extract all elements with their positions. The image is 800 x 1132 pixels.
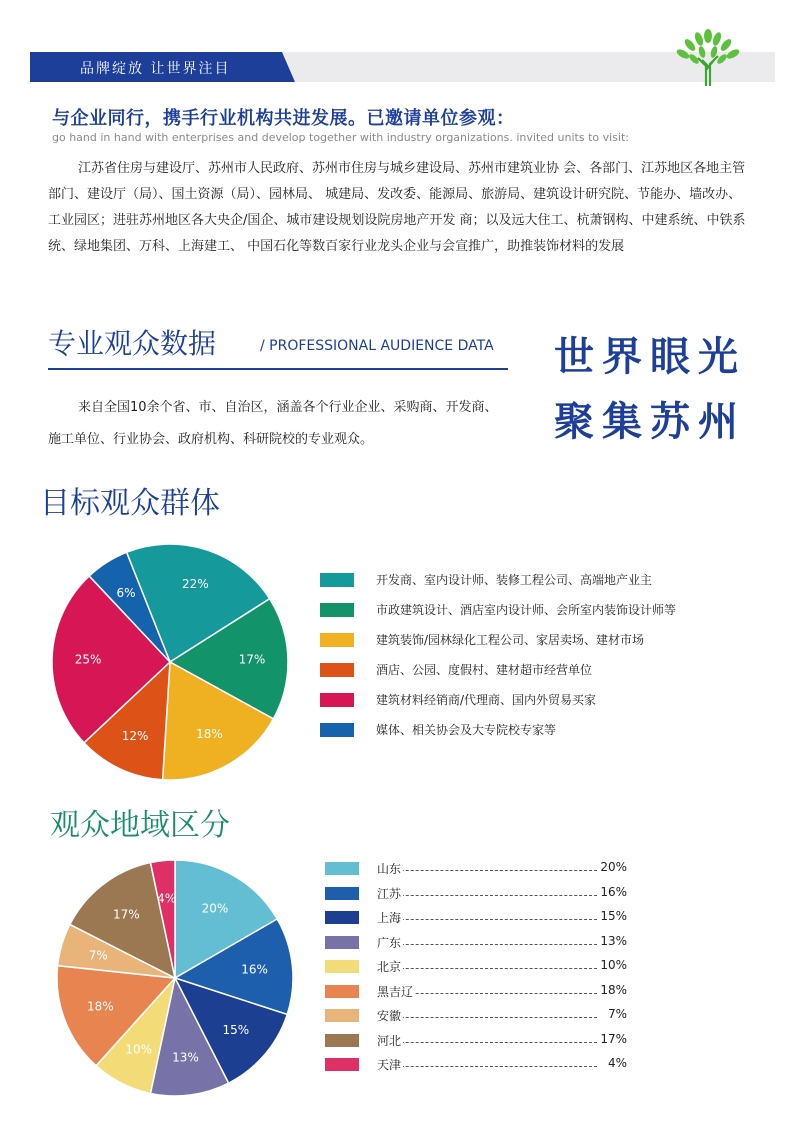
tree-logo-icon	[672, 28, 744, 86]
legend-leader-line	[381, 968, 597, 969]
legend-leader-line	[381, 1017, 597, 1018]
legend-leader-line	[381, 944, 597, 945]
legend-value: 17%	[600, 1031, 627, 1046]
legend-swatch	[320, 693, 354, 707]
legend-label: 天津	[377, 1058, 402, 1072]
intro-title: 与企业同行，携手行业机构共进发展。已邀请单位参观：	[52, 108, 515, 129]
legend-label: 江苏	[377, 886, 402, 901]
pie-data-label: 18%	[196, 726, 223, 741]
pie-data-label: 18%	[86, 999, 114, 1014]
legend-leader-line	[381, 919, 597, 920]
legend-leader-line	[381, 895, 597, 896]
legend-value: 20%	[600, 860, 627, 874]
legend-item	[325, 983, 627, 1003]
legend-swatch	[325, 1058, 359, 1071]
pie-data-label: 16%	[241, 962, 268, 977]
legend-swatch	[325, 985, 359, 998]
pie-data-label: 17%	[112, 907, 140, 922]
audience-title: 专业观众数据	[48, 327, 217, 360]
legend-item	[325, 1032, 627, 1052]
legend-value: 16%	[600, 884, 627, 899]
legend-label: 建筑装饰/园林绿化工程公司、家居卖场、建材市场	[376, 633, 645, 647]
legend-item	[325, 958, 627, 978]
pie-data-label: 6%	[116, 585, 136, 600]
intro-body: 江苏省住房与建设厅、苏州市人民政府、苏州市住房与城乡建设局、苏州市建筑业协 会、各部门、江苏地区各地主管部门、建设厅（局）、国土资源（局）、园林局、 城建局、发改委、能源局、旅游局、建筑设计研究院、节能办、墙改办、工业园区；进驻苏州地区各大央企/国企、城市建设规划设院房地产开发 商；以及远大住工、杭萧钢构、中建系统、中铁系统、绿地集团、万科、上海建工、 中国石化等数百家行业龙头企业与会宣推广，助推装饰材料的发展	[48, 161, 746, 254]
legend-item	[325, 1007, 627, 1027]
legend-value: 18%	[600, 982, 627, 997]
region-title: 观众地域区分	[50, 808, 230, 843]
legend-label: 开发商、室内设计师、装修工程公司、高端地产业主	[376, 573, 653, 587]
legend-swatch	[320, 603, 354, 617]
pie-data-label: 15%	[222, 1022, 250, 1037]
legend-label: 北京	[377, 960, 402, 974]
legend-swatch	[325, 911, 359, 924]
pie-data-label: 10%	[125, 1042, 153, 1057]
legend-leader-line	[381, 1066, 597, 1067]
legend-swatch	[325, 887, 359, 900]
pie-data-label: 25%	[74, 652, 102, 667]
audience-underline	[48, 368, 508, 370]
legend-label: 市政建筑设计、酒店室内设计师、会所室内装饰设计师等	[376, 603, 677, 617]
banner-slogan: 品牌绽放 让世界注目	[80, 61, 231, 77]
legend-item	[325, 909, 627, 929]
audience-subtitle: / PROFESSIONAL AUDIENCE DATA	[260, 338, 494, 354]
pie-data-label: 13%	[172, 1050, 199, 1065]
legend-swatch	[325, 862, 359, 875]
pie-data-label: 4%	[157, 891, 177, 906]
target-audience-pie-chart	[40, 532, 300, 792]
legend-label: 媒体、相关协会及大专院校专家等	[376, 723, 557, 737]
legend-swatch	[325, 960, 359, 973]
intro-subtitle-en: go hand in hand with enterprises and develop together with industry organizations. invited units to visit:	[52, 131, 629, 144]
legend-swatch	[320, 573, 354, 587]
legend-swatch	[320, 633, 354, 647]
legend-item	[325, 885, 627, 905]
legend-value: 15%	[600, 909, 627, 923]
pie-data-label: 20%	[201, 901, 229, 916]
pie-data-label: 7%	[88, 948, 108, 963]
target-audience-title: 目标观众群体	[40, 486, 220, 521]
legend-leader-line	[381, 870, 597, 871]
legend-label: 山东	[377, 862, 402, 876]
legend-label: 安徽	[377, 1009, 402, 1023]
legend-swatch	[320, 723, 354, 737]
slogan-line-2: 聚集苏州	[554, 399, 746, 445]
audience-body: 来自全国10余个省、市、自治区，涵盖各个行业企业、采购商、开发商、施工单位、行业协会、政府机构、科研院校的专业观众。	[48, 400, 498, 447]
slogan-line-1: 世界眼光	[554, 334, 746, 380]
legend-label: 酒店、公园、度假村、建材超市经营单位	[376, 663, 593, 677]
pie-data-label: 17%	[238, 652, 266, 667]
legend-label: 建筑材料经销商/代理商、国内外贸易买家	[376, 693, 597, 707]
legend-swatch	[320, 663, 354, 677]
legend-item	[325, 1056, 627, 1076]
legend-swatch	[325, 1034, 359, 1047]
pie-data-label: 22%	[182, 577, 209, 592]
legend-label: 广东	[377, 935, 402, 950]
legend-value: 10%	[600, 958, 627, 972]
legend-value: 13%	[600, 933, 627, 948]
legend-swatch	[325, 936, 359, 949]
legend-leader-line	[381, 1042, 597, 1043]
pie-data-label: 12%	[121, 729, 149, 744]
legend-label: 河北	[377, 1033, 402, 1048]
legend-swatch	[325, 1009, 359, 1022]
legend-item	[325, 934, 627, 954]
legend-value: 4%	[607, 1056, 627, 1070]
legend-label: 上海	[377, 911, 402, 925]
region-pie-chart	[45, 848, 305, 1108]
legend-value: 7%	[607, 1007, 627, 1021]
legend-label: 黑吉辽	[377, 984, 414, 999]
legend-item	[325, 860, 627, 880]
